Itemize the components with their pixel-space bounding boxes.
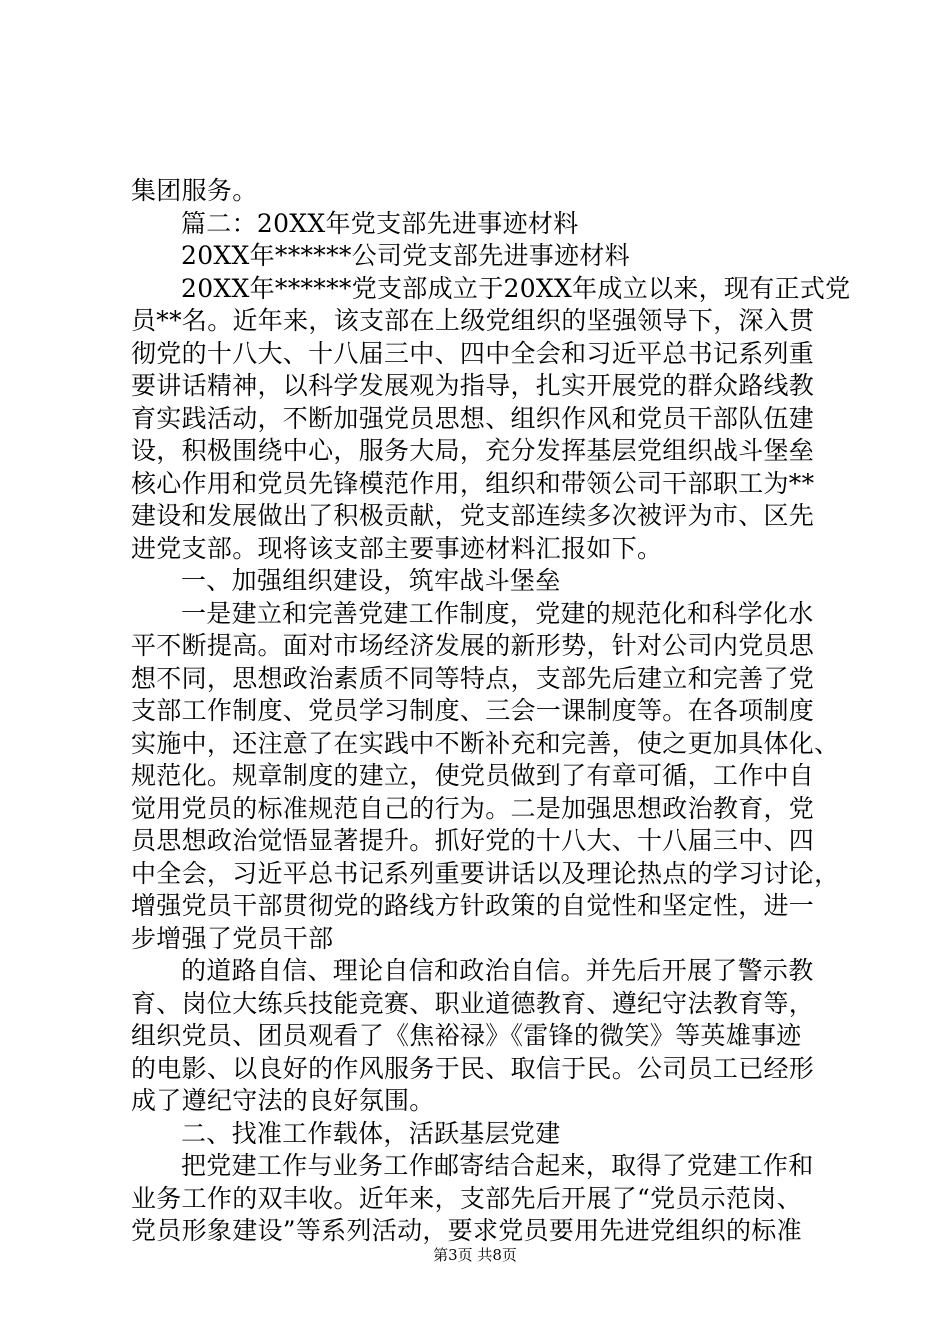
body-line: 平不断提高。面对市场经济发展的新形势，针对公司内党员思 [131, 631, 815, 660]
subsection-heading: 一、加强组织建设，筑牢战斗堡垒 [181, 566, 561, 595]
body-line: 党员形象建设”等系列活动，要求党员要用先进党组织的标准 [131, 1216, 802, 1245]
body-line: 组织党员、团员观看了《焦裕禄》《雷锋的微笑》等英雄事迹 [131, 1021, 802, 1050]
body-line: 想不同，思想政治素质不同等特点，支部先后建立和完善了党 [131, 664, 815, 693]
body-line: 员思想政治觉悟显著提升。抓好党的十八大、十八届三中、四 [131, 826, 815, 855]
body-line: 育、岗位大练兵技能竞赛、职业道德教育、遵纪守法教育等， [131, 989, 815, 1018]
body-line: 中全会，习近平总书记系列重要讲话以及理论热点的学习讨论， [131, 859, 840, 888]
body-line: 集团服务。 [131, 176, 258, 205]
subsection-heading: 二、找准工作载体，活跃基层党建 [181, 1119, 561, 1148]
body-line: 建设和发展做出了积极贡献，党支部连续多次被评为市、区先 [131, 501, 815, 530]
body-line: 支部工作制度、党员学习制度、三会一课制度等。在各项制度 [131, 696, 815, 725]
body-line: 一是建立和完善党建工作制度，党建的规范化和科学化水 [181, 599, 814, 628]
body-line: 育实践活动，不断加强党员思想、组织作风和党员干部队伍建 [131, 404, 815, 433]
body-line: 成了遵纪守法的良好氛围。 [131, 1086, 435, 1115]
section-heading: 篇二：20XX年党支部先进事迹材料 [181, 209, 579, 238]
body-line: 实施中，还注意了在实践中不断补充和完善，使之更加具体化、 [131, 729, 840, 758]
body-line: 员**名。近年来，该支部在上级党组织的坚强领导下，深入贯 [131, 306, 815, 335]
document-title: 20XX年******公司党支部先进事迹材料 [181, 241, 631, 270]
body-line: 的道路自信、理论自信和政治自信。并先后开展了警示教 [181, 956, 814, 985]
body-line: 彻党的十八大、十八届三中、四中全会和习近平总书记系列重 [131, 339, 815, 368]
page-number: 第3页 共8页 [433, 1246, 517, 1264]
body-line: 20XX年******党支部成立于20XX年成立以来，现有正式党 [181, 274, 851, 303]
body-line: 设，积极围绕中心，服务大局，充分发挥基层党组织战斗堡垒 [131, 436, 815, 465]
body-line: 觉用党员的标准规范自己的行为。二是加强思想政治教育，党 [131, 794, 815, 823]
body-line: 把党建工作与业务工作邮寄结合起来，取得了党建工作和 [181, 1151, 814, 1180]
body-line: 的电影、以良好的作风服务于民、取信于民。公司员工已经形 [131, 1054, 815, 1083]
body-line: 业务工作的双丰收。近年来，支部先后开展了“党员示范岗、 [131, 1184, 802, 1213]
body-line: 要讲话精神，以科学发展观为指导，扎实开展党的群众路线教 [131, 371, 815, 400]
body-line: 步增强了党员干部 [131, 924, 334, 953]
body-line: 核心作用和党员先锋模范作用，组织和带领公司干部职工为** [131, 469, 815, 498]
body-line: 进党支部。现将该支部主要事迹材料汇报如下。 [131, 534, 663, 563]
body-line: 规范化。规章制度的建立，使党员做到了有章可循，工作中自 [131, 761, 815, 790]
body-line: 增强党员干部贯彻党的路线方针政策的自觉性和坚定性，进一 [131, 891, 815, 920]
